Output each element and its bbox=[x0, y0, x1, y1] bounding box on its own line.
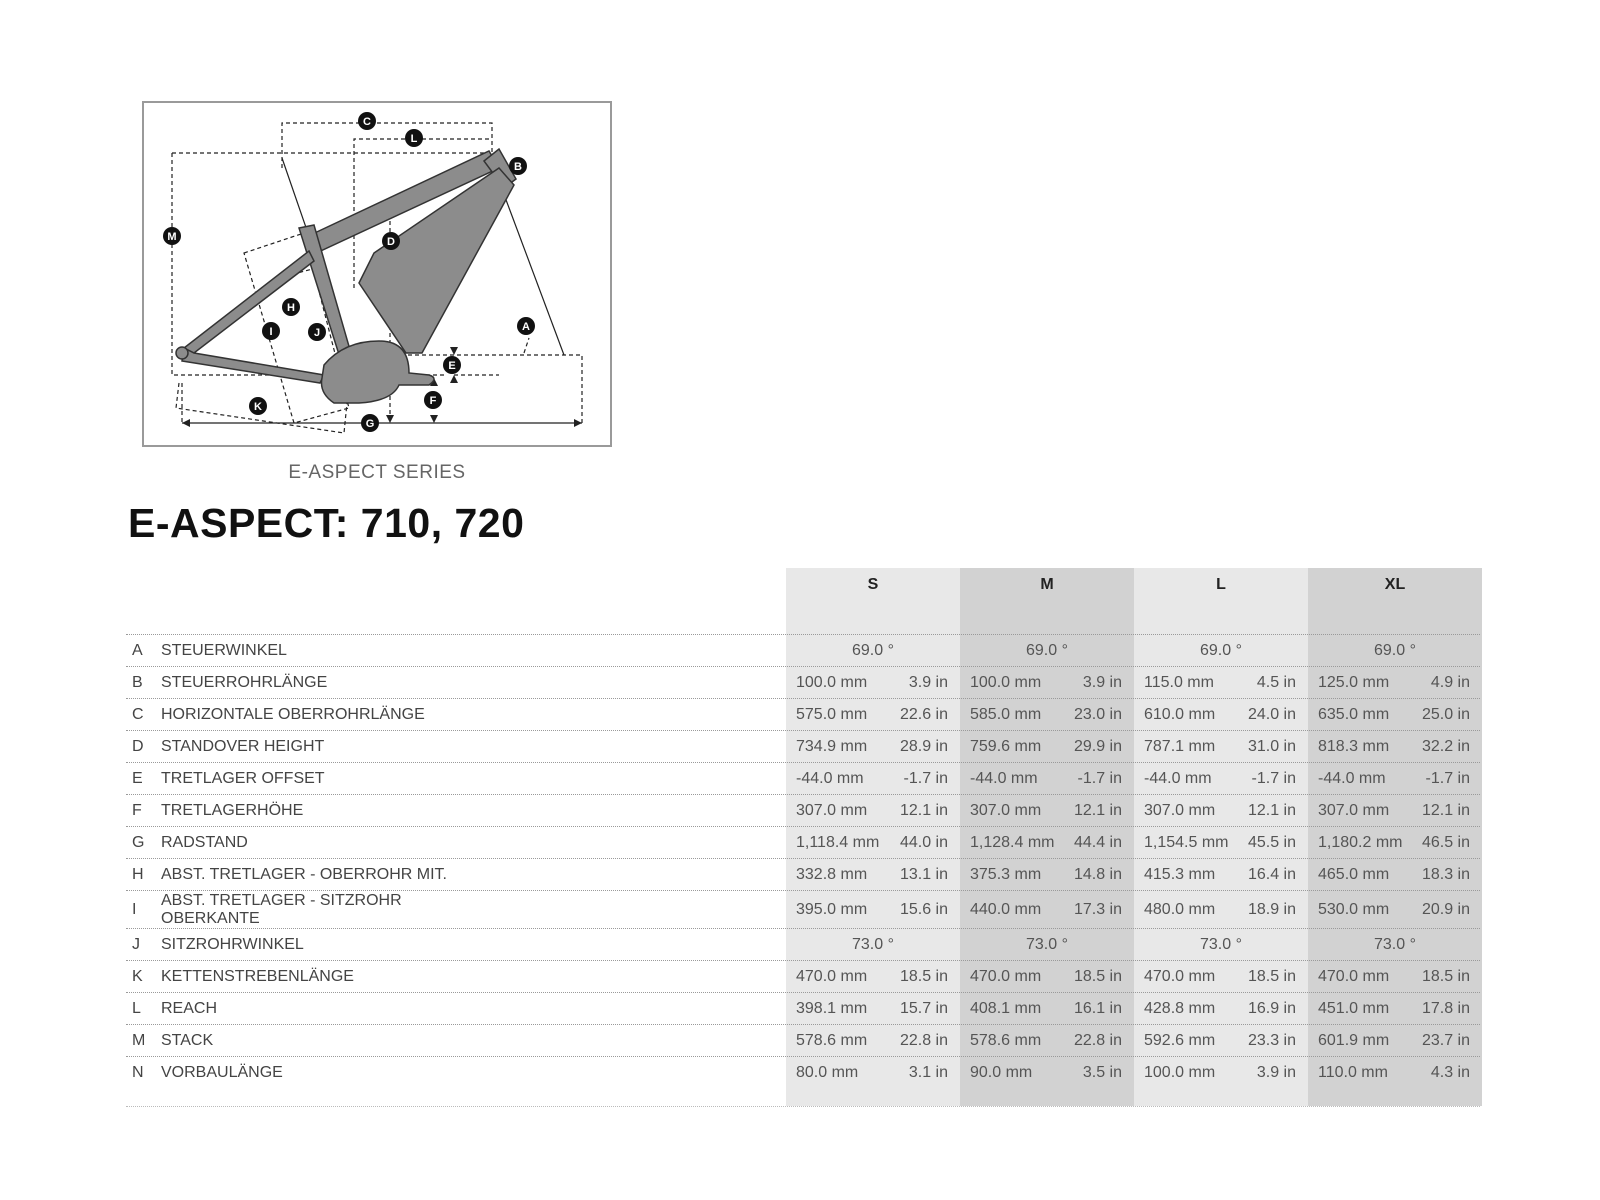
angle-value: 73.0 ° bbox=[1026, 936, 1068, 953]
mm-value: 585.0 mm bbox=[970, 706, 1042, 723]
angle-value: 69.0 ° bbox=[852, 642, 894, 659]
mm-value: 1,180.2 mm bbox=[1318, 834, 1403, 851]
table-row bbox=[126, 1024, 1480, 1056]
row-letter: M bbox=[132, 1032, 146, 1049]
marker-k-icon bbox=[249, 397, 267, 415]
inch-value: 44.0 in bbox=[899, 834, 948, 851]
table-row bbox=[126, 634, 1480, 666]
size-header-s: S bbox=[867, 576, 879, 593]
row-letter: D bbox=[132, 738, 144, 755]
inch-value: 28.9 in bbox=[899, 738, 948, 755]
svg-text:E: E bbox=[448, 360, 456, 372]
size-header-m: M bbox=[1040, 576, 1054, 593]
mm-value: 451.0 mm bbox=[1318, 1000, 1390, 1017]
table-row bbox=[126, 960, 1480, 992]
mm-value: 90.0 mm bbox=[970, 1064, 1033, 1081]
size-header-l: L bbox=[1216, 576, 1226, 593]
row-label: VORBAULÄNGE bbox=[161, 1064, 283, 1081]
mm-value: 1,128.4 mm bbox=[970, 834, 1055, 851]
inch-value: 4.9 in bbox=[1430, 674, 1470, 691]
mm-value: -44.0 mm bbox=[970, 770, 1038, 787]
mm-value: 480.0 mm bbox=[1144, 901, 1216, 918]
mm-value: 578.6 mm bbox=[796, 1032, 868, 1049]
inch-value: 18.3 in bbox=[1421, 866, 1470, 883]
inch-value: 12.1 in bbox=[1421, 802, 1470, 819]
mm-value: 575.0 mm bbox=[796, 706, 868, 723]
mm-value: 818.3 mm bbox=[1318, 738, 1390, 755]
table-row bbox=[126, 698, 1480, 730]
inch-value: 44.4 in bbox=[1073, 834, 1122, 851]
table-row bbox=[126, 992, 1480, 1024]
angle-value: 69.0 ° bbox=[1026, 642, 1068, 659]
row-letter: F bbox=[132, 802, 142, 819]
marker-e-icon bbox=[443, 356, 461, 374]
row-letter: G bbox=[132, 834, 145, 851]
inch-value: 4.3 in bbox=[1430, 1064, 1470, 1081]
row-letter: A bbox=[132, 642, 143, 659]
mm-value: 110.0 mm bbox=[1318, 1064, 1388, 1081]
svg-text:H: H bbox=[287, 302, 295, 314]
marker-h-icon bbox=[282, 298, 300, 316]
mm-value: 470.0 mm bbox=[970, 968, 1042, 985]
inch-value: 46.5 in bbox=[1421, 834, 1470, 851]
inch-value: 17.8 in bbox=[1421, 1000, 1470, 1017]
inch-value: 23.3 in bbox=[1247, 1032, 1296, 1049]
angle-value: 73.0 ° bbox=[1200, 936, 1242, 953]
svg-text:L: L bbox=[410, 133, 418, 145]
mm-value: -44.0 mm bbox=[1318, 770, 1386, 787]
mm-value: 1,118.4 mm bbox=[796, 834, 880, 851]
svg-text:K: K bbox=[254, 401, 262, 413]
inch-value: -1.7 in bbox=[1251, 770, 1296, 787]
angle-value: 73.0 ° bbox=[852, 936, 894, 953]
mm-value: 125.0 mm bbox=[1318, 674, 1390, 691]
inch-value: 25.0 in bbox=[1421, 706, 1470, 723]
mm-value: 428.8 mm bbox=[1144, 1000, 1216, 1017]
inch-value: 18.9 in bbox=[1247, 901, 1296, 918]
mm-value: 80.0 mm bbox=[796, 1064, 859, 1081]
marker-d-icon bbox=[382, 232, 400, 250]
inch-value: 18.5 in bbox=[1247, 968, 1296, 985]
row-label: STACK bbox=[161, 1032, 214, 1049]
row-label-continued: OBERKANTE bbox=[161, 910, 260, 927]
mm-value: 470.0 mm bbox=[1144, 968, 1216, 985]
inch-value: 24.0 in bbox=[1247, 706, 1296, 723]
row-label: ABST. TRETLAGER - OBERROHR MIT. bbox=[161, 866, 447, 883]
row-letter: K bbox=[132, 968, 143, 985]
inch-value: 32.2 in bbox=[1421, 738, 1470, 755]
marker-m-icon bbox=[163, 227, 181, 245]
mm-value: 408.1 mm bbox=[970, 1000, 1042, 1017]
svg-text:C: C bbox=[363, 116, 371, 128]
table-row bbox=[126, 858, 1480, 890]
mm-value: 415.3 mm bbox=[1144, 866, 1216, 883]
inch-value: 3.1 in bbox=[908, 1064, 948, 1081]
svg-text:M: M bbox=[167, 231, 177, 243]
inch-value: 12.1 in bbox=[899, 802, 948, 819]
svg-text:A: A bbox=[522, 321, 530, 333]
mm-value: 465.0 mm bbox=[1318, 866, 1390, 883]
marker-j-icon bbox=[308, 323, 326, 341]
mm-value: 1,154.5 mm bbox=[1144, 834, 1229, 851]
row-label: STEUERWINKEL bbox=[161, 642, 287, 659]
mm-value: 470.0 mm bbox=[1318, 968, 1390, 985]
mm-value: 734.9 mm bbox=[796, 738, 868, 755]
mm-value: 307.0 mm bbox=[1144, 802, 1216, 819]
inch-value: 16.4 in bbox=[1247, 866, 1296, 883]
mm-value: 100.0 mm bbox=[796, 674, 868, 691]
mm-value: 100.0 mm bbox=[970, 674, 1042, 691]
inch-value: 18.5 in bbox=[899, 968, 948, 985]
table-row bbox=[126, 928, 1480, 960]
inch-value: 15.6 in bbox=[899, 901, 948, 918]
table-row bbox=[126, 730, 1480, 762]
mm-value: 530.0 mm bbox=[1318, 901, 1390, 918]
mm-value: 592.6 mm bbox=[1144, 1032, 1216, 1049]
row-letter: J bbox=[132, 936, 140, 953]
mm-value: 610.0 mm bbox=[1144, 706, 1216, 723]
inch-value: 3.9 in bbox=[1256, 1064, 1296, 1081]
inch-value: 12.1 in bbox=[1247, 802, 1296, 819]
row-label: STANDOVER HEIGHT bbox=[161, 738, 325, 755]
page-title: E-ASPECT: 710, 720 bbox=[128, 500, 525, 546]
row-label: HORIZONTALE OBERROHRLÄNGE bbox=[161, 706, 425, 723]
diagram-caption: E-ASPECT SERIES bbox=[288, 462, 466, 483]
svg-text:D: D bbox=[387, 236, 395, 248]
inch-value: 22.8 in bbox=[899, 1032, 948, 1049]
inch-value: 13.1 in bbox=[899, 866, 948, 883]
mm-value: 759.6 mm bbox=[970, 738, 1042, 755]
marker-l-icon bbox=[405, 129, 423, 147]
mm-value: 100.0 mm bbox=[1144, 1064, 1216, 1081]
row-letter: H bbox=[132, 866, 144, 883]
size-header-xl: XL bbox=[1384, 576, 1406, 593]
row-letter: C bbox=[132, 706, 144, 723]
row-label: STEUERROHRLÄNGE bbox=[161, 674, 328, 691]
inch-value: 22.8 in bbox=[1073, 1032, 1122, 1049]
inch-value: -1.7 in bbox=[1077, 770, 1122, 787]
row-label: REACH bbox=[161, 1000, 218, 1017]
mm-value: -44.0 mm bbox=[1144, 770, 1212, 787]
mm-value: 375.3 mm bbox=[970, 866, 1042, 883]
inch-value: -1.7 in bbox=[903, 770, 948, 787]
row-label: TRETLAGERHÖHE bbox=[161, 802, 304, 819]
marker-b-icon bbox=[509, 157, 527, 175]
mm-value: 601.9 mm bbox=[1318, 1032, 1390, 1049]
row-letter: B bbox=[132, 674, 143, 691]
mm-value: 307.0 mm bbox=[796, 802, 868, 819]
inch-value: 14.8 in bbox=[1073, 866, 1122, 883]
inch-value: 12.1 in bbox=[1073, 802, 1122, 819]
angle-value: 69.0 ° bbox=[1374, 642, 1416, 659]
row-label: TRETLAGER OFFSET bbox=[161, 770, 325, 787]
svg-text:G: G bbox=[365, 418, 375, 430]
inch-value: 22.6 in bbox=[899, 706, 948, 723]
svg-text:I: I bbox=[269, 326, 273, 338]
table-bottom-divider bbox=[126, 1106, 1480, 1107]
inch-value: 18.5 in bbox=[1073, 968, 1122, 985]
inch-value: 3.5 in bbox=[1082, 1064, 1122, 1081]
mm-value: 578.6 mm bbox=[970, 1032, 1042, 1049]
marker-c-icon bbox=[358, 112, 376, 130]
inch-value: 23.7 in bbox=[1421, 1032, 1470, 1049]
mm-value: 470.0 mm bbox=[796, 968, 868, 985]
svg-text:J: J bbox=[313, 327, 321, 339]
inch-value: -1.7 in bbox=[1425, 770, 1470, 787]
row-letter: N bbox=[132, 1064, 144, 1081]
table-row bbox=[126, 826, 1480, 858]
inch-value: 16.9 in bbox=[1247, 1000, 1296, 1017]
mm-value: 115.0 mm bbox=[1144, 674, 1214, 691]
row-label: KETTENSTREBENLÄNGE bbox=[161, 968, 354, 985]
table-row bbox=[126, 762, 1480, 794]
marker-f-icon bbox=[424, 391, 442, 409]
marker-g-icon bbox=[361, 414, 379, 432]
mm-value: 307.0 mm bbox=[970, 802, 1042, 819]
geometry-diagram bbox=[142, 101, 612, 447]
mm-value: 395.0 mm bbox=[796, 901, 868, 918]
table-row bbox=[126, 794, 1480, 826]
mm-value: 440.0 mm bbox=[970, 901, 1042, 918]
table-row bbox=[126, 1056, 1480, 1088]
inch-value: 3.9 in bbox=[908, 674, 948, 691]
row-label: RADSTAND bbox=[161, 834, 248, 851]
row-letter: E bbox=[132, 770, 143, 787]
mm-value: 398.1 mm bbox=[796, 1000, 868, 1017]
mm-value: 635.0 mm bbox=[1318, 706, 1390, 723]
mm-value: 332.8 mm bbox=[796, 866, 868, 883]
mm-value: -44.0 mm bbox=[796, 770, 864, 787]
table-row bbox=[126, 666, 1480, 698]
inch-value: 45.5 in bbox=[1247, 834, 1296, 851]
inch-value: 3.9 in bbox=[1082, 674, 1122, 691]
inch-value: 29.9 in bbox=[1073, 738, 1122, 755]
row-label: SITZROHRWINKEL bbox=[161, 936, 304, 953]
angle-value: 73.0 ° bbox=[1374, 936, 1416, 953]
svg-text:B: B bbox=[514, 161, 522, 173]
inch-value: 16.1 in bbox=[1073, 1000, 1122, 1017]
inch-value: 15.7 in bbox=[899, 1000, 948, 1017]
inch-value: 17.3 in bbox=[1073, 901, 1122, 918]
marker-a-icon bbox=[517, 317, 535, 335]
row-letter: L bbox=[132, 1000, 141, 1017]
inch-value: 4.5 in bbox=[1256, 674, 1296, 691]
marker-i-icon bbox=[262, 322, 280, 340]
mm-value: 307.0 mm bbox=[1318, 802, 1390, 819]
mm-value: 787.1 mm bbox=[1144, 738, 1216, 755]
angle-value: 69.0 ° bbox=[1200, 642, 1242, 659]
row-letter: I bbox=[132, 901, 137, 918]
inch-value: 20.9 in bbox=[1421, 901, 1470, 918]
row-label: ABST. TRETLAGER - SITZROHR bbox=[161, 892, 402, 909]
bike-frame-illustration bbox=[144, 103, 610, 445]
inch-value: 31.0 in bbox=[1247, 738, 1296, 755]
table-row bbox=[126, 890, 1480, 928]
svg-text:F: F bbox=[429, 395, 437, 407]
inch-value: 18.5 in bbox=[1421, 968, 1470, 985]
inch-value: 23.0 in bbox=[1073, 706, 1122, 723]
